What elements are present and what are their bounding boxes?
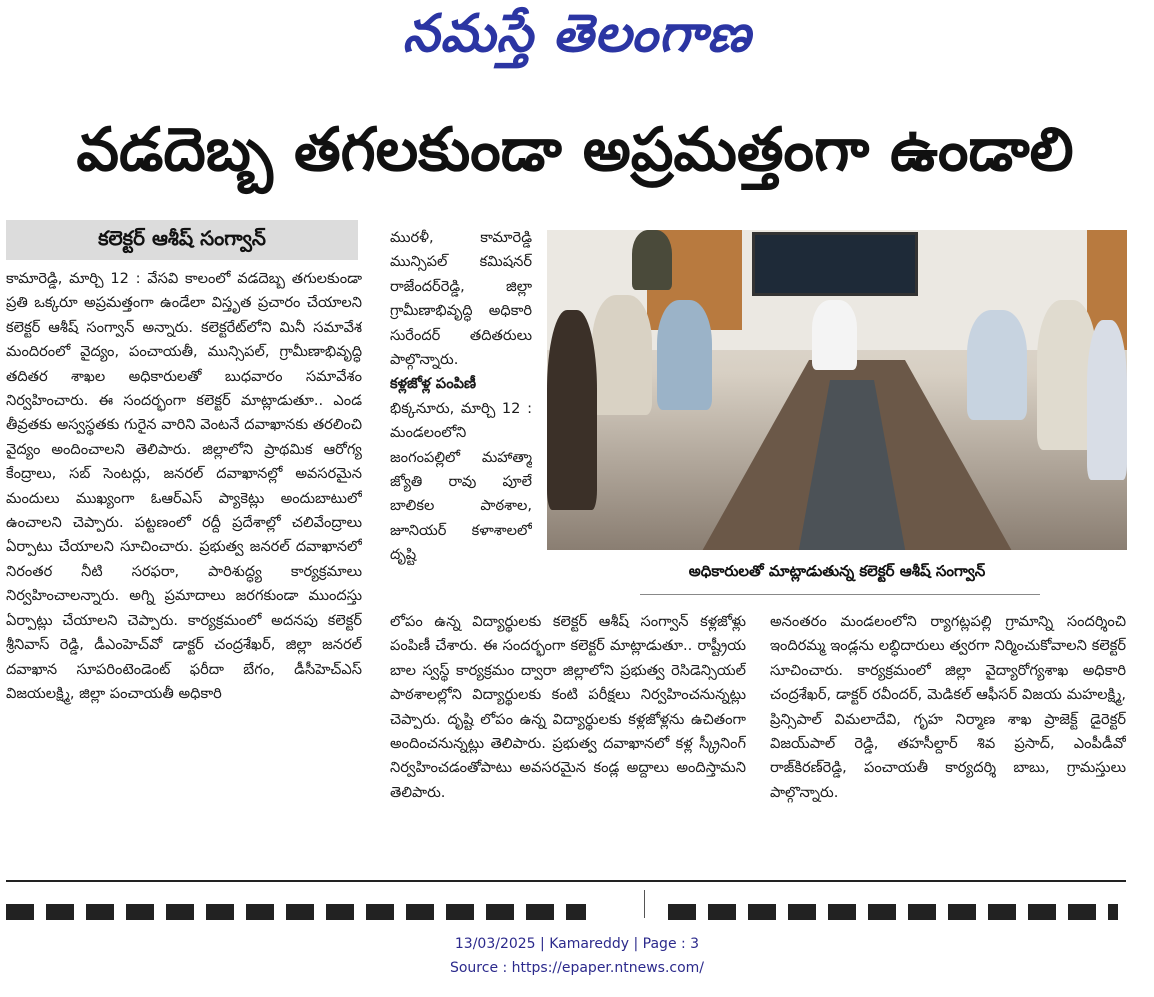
article-column-1: కామారెడ్డి, మార్చి 12 : వేసవి కాలంలో వడదెబ్బ తగులకుండా ప్రతి ఒక్కరూ అప్రమత్తంగా ఉండేలా విస్తృత ప్రచారం చేయాలని కలెక్టర్ ఆశీష్ సంగ్వాన్ అన్నారు. కలెక్టరేట్‌లోని మినీ సమావేశ మందిరంలో వైద్యం, పంచాయతీ, మున్సిపల్, గ్రామీణాభివృద్ధి తదితర శాఖల అధికారులతో బుధవారం సమావేశం నిర్వహించారు. ఈ సందర్భంగా కలెక్టర్ మాట్లాడుతూ.. ఎండ తీవ్రతకు అస్వస్థతకు గురైన వారిని వెంటనే దవాఖానకు తరలించి వైద్యం అందించాలని తెలిపారు. జిల్లాలోని ప్రాథమిక ఆరోగ్య కేంద్రాలు, సబ్ సెంటర్లు, జనరల్ దవాఖానల్లో అవసరమైన మందులు ముఖ్యంగా ఓఆర్‌ఎస్ ప్యాకెట్లు అందుబాటులో ఉంచాలని చెప్పారు. పట్టణంలో రద్దీ ప్రదేశాల్లో చలివేంద్రాలు ఏర్పాటు చేయాలని సూచించారు. ప్రభుత్వ జనరల్ దవాఖానలో నిరంతర నీటి సరఫరా, పారిశుద్ధ్య కార్యక్రమాలు నిర్వహించాలన్నారు. అగ్ని ప్రమాదాలు జరగకుండా ముందస్తు ఏర్పాట్లు చేయాలని చెప్పారు. కార్యక్రమంలో అదనపు కలెక్టర్ శ్రీనివాస్ రెడ్డి, డీఎంహెచ్‌వో డాక్టర్ చంద్రశేఖర్, జిల్లా జనరల్ దవాఖాన సూపరింటెండెంట్ ఫరీదా బేగం, డీసీహెచ్‌ఎస్ విజయలక్ష్మి, జిల్లా పంచాయతీ అధికారి bbox=[6, 270, 362, 702]
section-divider bbox=[6, 880, 1126, 882]
article-column-2-top bbox=[390, 226, 532, 618]
masthead-title: నమస్తే తెలంగాణ bbox=[402, 3, 752, 64]
caption-divider bbox=[640, 594, 1040, 595]
tv-screen-icon bbox=[752, 232, 918, 296]
article-byline: కలెక్టర్ ఆశీష్ సంగ్వాన్ bbox=[6, 220, 358, 260]
article-column-2-bottom: లోపం ఉన్న విద్యార్థులకు కలెక్టర్ ఆశీష్ సంగ్వాన్ కళ్లజోళ్లు పంపిణీ చేశారు. ఈ సందర్భంగా కలెక్టర్ మాట్లాడుతూ.. రాష్ట్రీయ బాల స్వస్థ్ కార్యక్రమం ద్వారా జిల్లాలోని ప్రభుత్వ రెసిడెన్సియల్ పాఠశాలల్లోని విద్యార్థులకు కంటి పరీక్షలు నిర్వహించనున్నట్లు చెప్పారు. దృష్టి లోపం ఉన్న విద్యార్థులకు కళ్లజోళ్లను ఉచితంగా అందించనున్నట్లు తెలిపారు. ప్రభుత్వ దవాఖానలో కళ్ల స్క్రీనింగ్ నిర్వహించడంతోపాటు అవసరమైన కండ్ల అద్దాలు అందిస్తామని తెలిపారు. bbox=[390, 613, 746, 801]
page-footer bbox=[0, 932, 1154, 982]
article-subhead: కళ్లజోళ్ల పంపిణీ bbox=[390, 375, 477, 393]
cropped-next-headline-right bbox=[668, 904, 1118, 920]
masthead-logo bbox=[0, 4, 1154, 76]
footer-source-link[interactable]: Source : https://epaper.ntnews.com/ bbox=[449, 960, 705, 976]
meeting-photo bbox=[547, 230, 1127, 550]
cropped-next-headline-left bbox=[6, 904, 586, 920]
photo-caption: అధికారులతో మాట్లాడుతున్న కలెక్టర్ ఆశీష్ సంగ్వాన్ bbox=[688, 562, 986, 580]
column-2-text: మురళీ, కామారెడ్డి మున్సిపల్ కమిషనర్ రాజేందర్‌రెడ్డి, జిల్లా గ్రామీణాభివృద్ధి అధికారి సురేందర్ తదితరులు పాల్గొన్నారు. bbox=[390, 229, 532, 369]
article-headline: వడదెబ్బ తగలకుండా అప్రమత్తంగా ఉండాలి bbox=[76, 115, 1074, 185]
column-2-continued: భిక్కనూరు, మార్చి 12 : మండలంలోని జంగంపల్లిలో మహాత్మా జ్యోతి రావు పూలే బాలికల పాఠశాల, జూనియర్ కళాశాలలో దృష్టి bbox=[390, 399, 532, 564]
column-divider bbox=[644, 890, 645, 918]
footer-date-line: 13/03/2025 | Kamareddy | Page : 3 bbox=[454, 936, 700, 952]
article-column-3: అనంతరం మండలంలోని ర్యాగట్లపల్లి గ్రామాన్ని సందర్శించి ఇందిరమ్మ ఇండ్లను లబ్ధిదారులు త్వరగా నిర్మించుకోవాలని కలెక్టర్ సూచించారు. కార్యక్రమంలో జిల్లా వైద్యారోగ్యశాఖ అధికారి చంద్రశేఖర్, డాక్టర్ రవీందర్, మెడికల్ ఆఫీసర్ విజయ మహలక్ష్మి, ప్రిన్సిపాల్ విమలాదేవి, గృహ నిర్మాణ శాఖ ప్రాజెక్ట్ డైరెక్టర్ విజయ్‌పాల్ రెడ్డి, తహసీల్దార్ శివ ప్రసాద్, ఎంపీడీవో రాజ్‌కిరణ్‌రెడ్డి, పంచాయతీ కార్యదర్శి బాబు, గ్రామస్తులు పాల్గొన్నారు. bbox=[770, 613, 1126, 801]
